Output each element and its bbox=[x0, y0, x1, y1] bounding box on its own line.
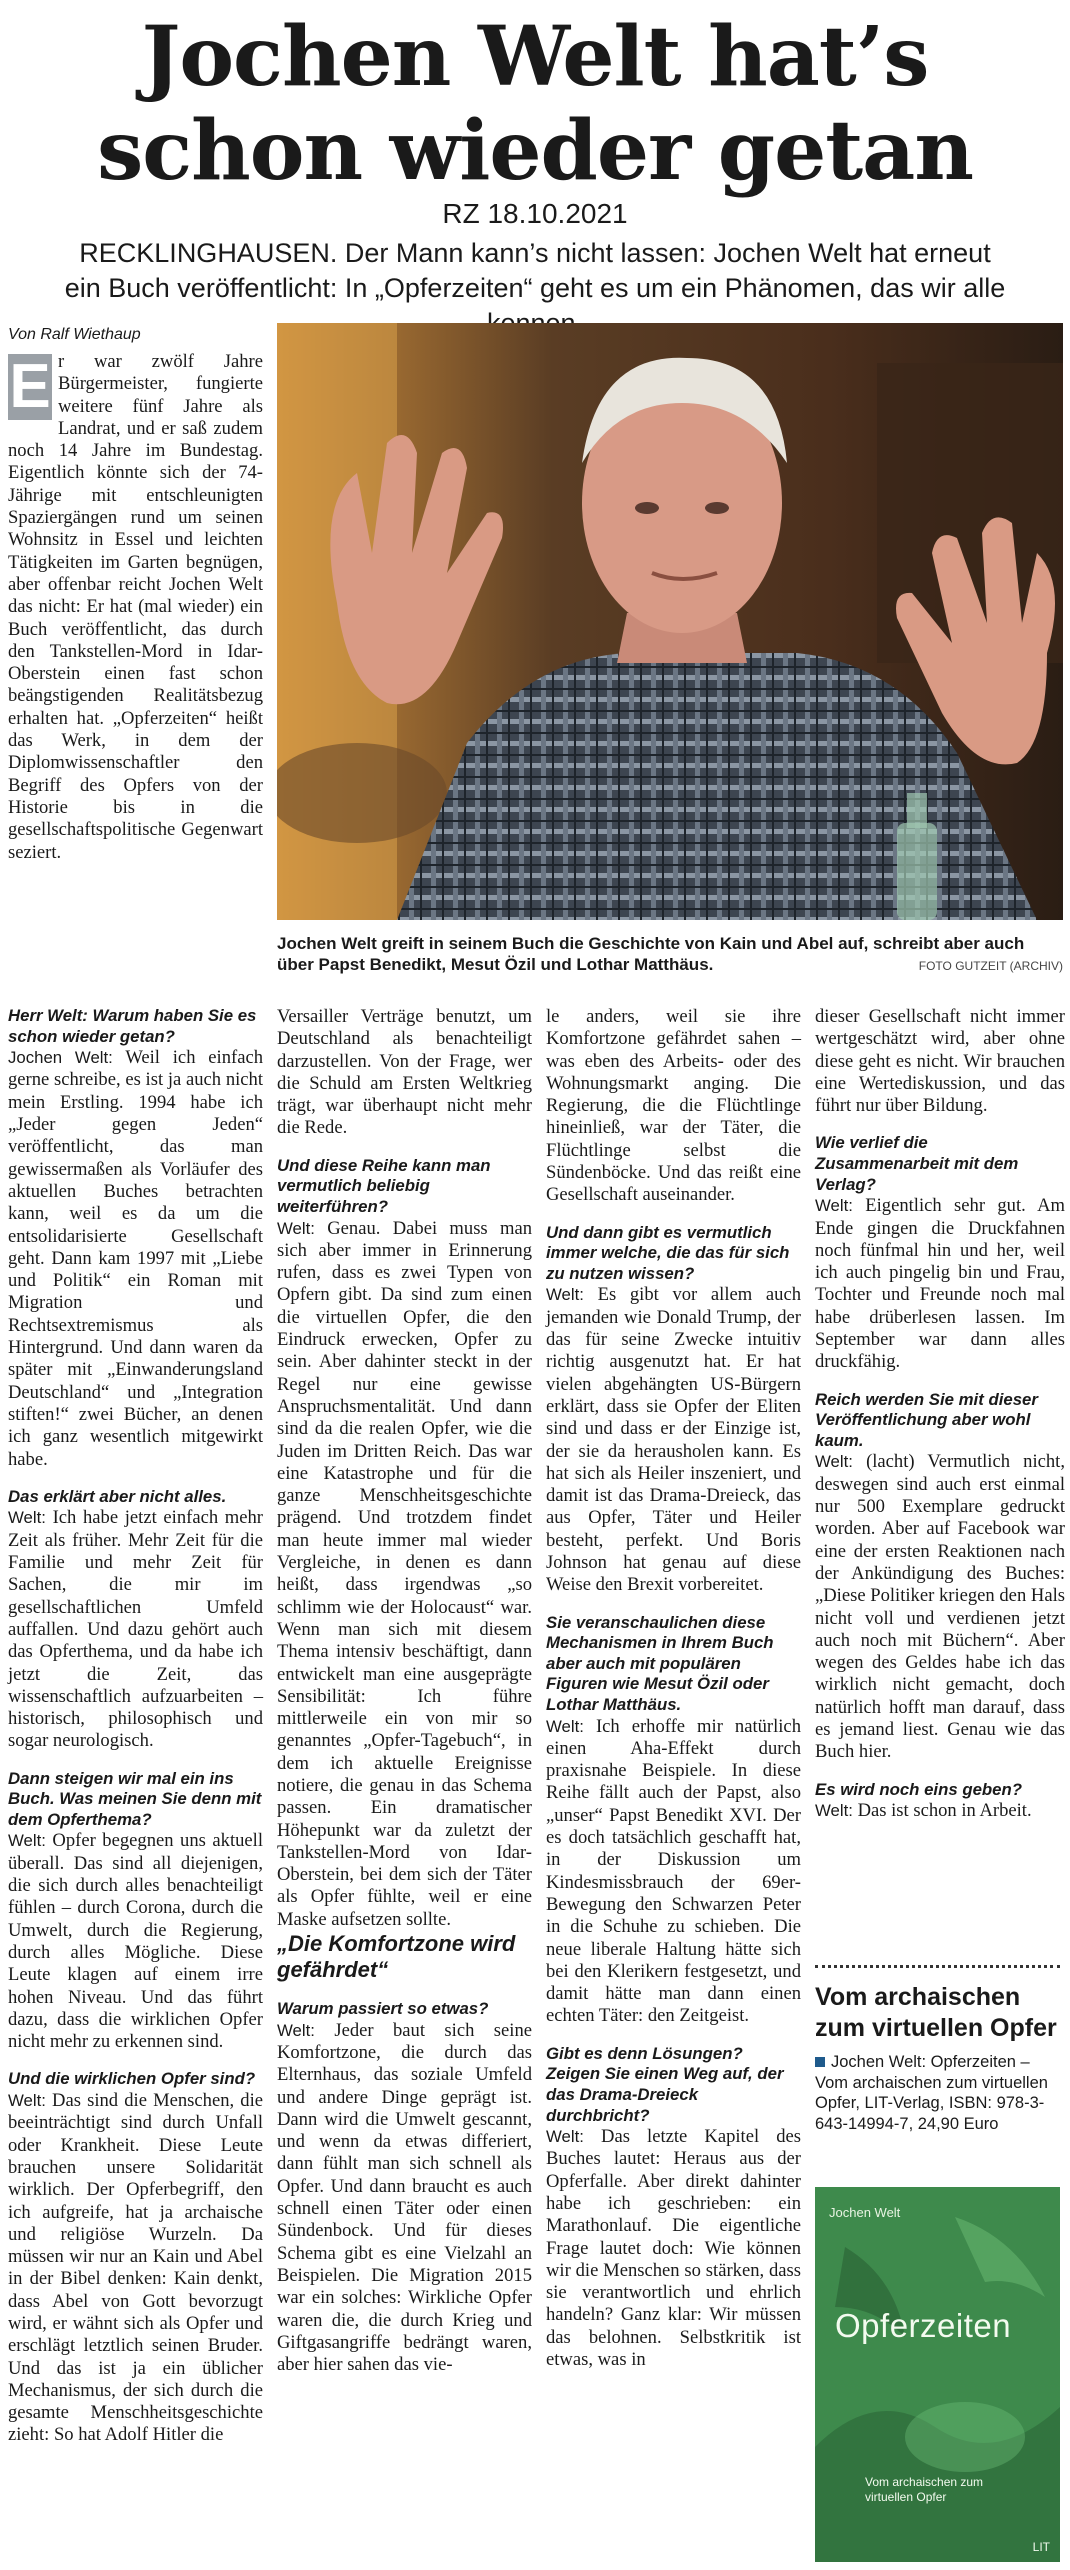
interview-answer bbox=[8, 2090, 263, 2447]
speaker-label: Welt: bbox=[277, 1218, 315, 1238]
interview-question: Und die wirklichen Opfer sind? bbox=[8, 2069, 256, 2089]
info-divider bbox=[815, 1965, 1060, 1968]
book-cover-author: Jochen Welt bbox=[829, 2205, 901, 2220]
answer-text: Opfer begegnen uns aktuell überall. Das sind all diejenigen, die sich durch alles benachteiligt fühlen – durch Corona, durch die Umwelt, durch die Regierung, durch alles Mögliche. Diese Leute klagen auf einem irre hohen Niveau. Und das führt dazu, dass die wirklichen Opfer nicht mehr zu erkennen sind. bbox=[8, 1830, 263, 2053]
interview-question: Reich werden Sie mit dieser Veröffentlichung aber wohl kaum. bbox=[815, 1389, 1038, 1450]
answer-text: dieser Gesellschaft nicht immer wertgeschätzt wird, aber ohne diese geht es nicht. Wir brauchen eine Wertediskussion, und das führt nur über Bildung. bbox=[815, 1006, 1065, 1117]
interview-question: Und dann gibt es vermutlich immer welche, die das für sich zu nutzen wissen? bbox=[546, 1222, 790, 1283]
headline bbox=[0, 10, 1070, 198]
speaker-label: Welt: bbox=[8, 1831, 46, 1851]
speaker-label: Welt: bbox=[815, 1801, 853, 1821]
speaker-label: Welt: bbox=[277, 2020, 315, 2040]
answer-text: Das letzte Kapitel des Buches lautet: Heraus aus der Opferfalle. Aber direkt dahinter habe ich geschrieben: ein Marathonlauf. Die eigentliche Frage lautet doch: Wie können wir die Menschen so stärken, dass sie verantwortlich und ehrlich handeln? Ganz klar: Wir müssen das belohnen. Selbstkritik ist etwas, was in bbox=[546, 2126, 801, 2371]
interview-question: Wie verlief die Zusammenarbeit mit dem Verlag? bbox=[815, 1133, 1019, 1194]
speaker-label: Welt: bbox=[815, 1452, 853, 1472]
interview-answer bbox=[277, 2020, 532, 2377]
book-cover-title: Opferzeiten bbox=[835, 2307, 1012, 2344]
portrait-photo bbox=[277, 323, 1063, 920]
interview-answer bbox=[8, 1047, 263, 1471]
photo-credit: FOTO GUTZEIT (ARCHIV) bbox=[918, 959, 1063, 973]
interview-question: Herr Welt: Warum haben Sie es schon wieder getan? bbox=[8, 1006, 257, 1046]
info-box-title: Vom archaischen zum virtuellen Opfer bbox=[815, 1983, 1057, 2042]
interview-question: Das erklärt aber nicht alles. bbox=[8, 1486, 227, 1506]
headline-line-2: schon wieder getan bbox=[97, 103, 973, 199]
book-cover bbox=[815, 2187, 1060, 2562]
byline: Von Ralf Wiethaup bbox=[8, 326, 141, 343]
lead-column bbox=[8, 325, 263, 864]
answer-text: Versailler Verträge benutzt, um Deutschland als benachteiligt darzustellen. Von der Frage, wer die Schuld am Ersten Weltkrieg trägt, war überhaupt nicht mehr die Rede. bbox=[277, 1006, 532, 1139]
info-box-body bbox=[815, 2052, 1065, 2134]
interview-answer bbox=[8, 1507, 263, 1752]
speaker-label: Welt: bbox=[546, 1285, 584, 1305]
interview-question: Warum passiert so etwas? bbox=[277, 1999, 489, 2019]
answer-text: le anders, weil sie ihre Komfortzone gefährdet sahen – was eben des Arbeits- oder des Wohnungsmarkt anging. Die Regierung, die die Flüchtlinge hineinließ, war der Täter, die Flüchtlinge selbst die Sündenböcke. Und das reißt eine Gesellschaft auseinander. bbox=[546, 1006, 801, 1206]
speaker-label: Welt: bbox=[546, 2127, 584, 2147]
answer-text: Weil ich einfach gerne schreibe, es ist ja auch nicht mein Erstling. 1994 habe ich „Jeder gegen Jeden“ veröffentlicht, das man gewissermaßen als Vorläufer des aktuellen Buches betrachten kann, weil es da um die entsolidarisierte Gesellschaft geht. Dann kam 1997 mit „Liebe und Politik“ ein Roman mit Migration und Rechtsextremismus als Hintergrund. Und dann waren da später mit „Einwanderungsland Deutschland“ und „Integration stiften!“ zwei Bücher, an denen ich ganz wesentlich mitgewirkt habe. bbox=[8, 1047, 263, 1470]
lead-text: r war zwölf Jahre Bürgermeister, fungierte weitere fünf Jahre als Landrat, und er saß zudem noch 14 Jahre im Bundestag. Eigentlich könnte sich der 74-Jährige mit entschleunigten Spaziergängen rund um seinen Wohnsitz in Essel und leichten Tätigkeiten im Garten begnügen, aber offenbar reicht Jochen Welt das nicht: Er hat (mal wieder) ein Buch veröffentlicht, das durch den Tankstellen-Mord in Idar-Oberstein einen fast schon beängstigenden Realitätsbezug erhalten hat. „Opferzeiten“ heißt das Werk, in dem der Diplomwissenschaftler den Begriff des Opfers von der Historie bis in die gesellschaftspolitische Gegenwart seziert. bbox=[8, 351, 263, 863]
answer-text: Genau. Dabei muss man sich aber immer in Erinnerung rufen, dass es zwei Typen von Opfern gibt. Da sind zum einen die virtuellen Opfer, die den Eindruck erwecken, Opfer zu sein. Aber dahinter steckt in der Regel nur eine gewisse Anspruchsmentalität. Und dann sind da die realen Opfer, wie die Juden im Dritten Reich. Das war eine Katastrophe und für die ganze Menschheitsgeschichte prägend. Und trotzdem findet man heute immer mal wieder Vergleiche, in denen es dann heißt, dass irgendwas „so schlimm wie der Holocaust“ war. Wenn man sich mit diesem Thema intensiv beschäftigt, dann entwickelt man eine ausgeprägte Sensibilität: Ich führe mittlerweile ein von mir so genanntes „Opfer-Tagebuch“, in dem ich aktuelle Ereignisse notiere, die genau in das Schema passen. Ein dramatischer Höhepunkt war da zuletzt der Tankstellen-Mord von Idar-Oberstein, bei dem sich der Täter als Opfer fühlte, weil er eine Maske aufsetzen sollte. bbox=[277, 1217, 532, 1930]
pull-quote-heading: „Die Komfortzone wird gefährdet“ bbox=[277, 1931, 516, 1983]
interview-answer bbox=[815, 1800, 1065, 1822]
interview-question: Dann steigen wir mal ein ins Buch. Was meinen Sie denn mit dem Opferthema? bbox=[8, 1768, 262, 1829]
answer-text: (lacht) Vermutlich nicht, deswegen sind auch erst einmal nur 500 Exemplare gedruckt worden. Aber auf Facebook war eine der ersten Reaktionen nach der Ankündigung des Buches: „Diese Politiker kriegen den Hals nicht voll und verdienen jetzt auch noch mit Büchern“. Aber wegen des Geldes habe ich das wirklich nicht gemacht, doch natürlich hofft man darauf, dass es jemand liest. Genau wie das Buch hier. bbox=[815, 1451, 1065, 1763]
drop-cap: E bbox=[9, 352, 51, 421]
speaker-label: Welt: bbox=[815, 1196, 853, 1216]
info-box-text: Jochen Welt: Opferzeiten – Vom archaischen zum virtuellen Opfer, LIT-Verlag, ISBN: 978-3-643-14994-7, 24,90 Euro bbox=[815, 2053, 1048, 2133]
speaker-label: Welt: bbox=[8, 2091, 46, 2111]
interview-column-2 bbox=[277, 1006, 532, 2376]
bullet-square-icon bbox=[815, 2057, 825, 2067]
interview-question: Und diese Reihe kann man vermutlich beliebig weiterführen? bbox=[277, 1155, 491, 1216]
answer-text: Eigentlich sehr gut. Am Ende gingen die Druckfahnen noch fünfmal hin und her, weil ich auch pingelig bin und Frau, Tochter und Freunde noch mal habe drüberlesen lassen. Im September war dann alles druckfähig. bbox=[815, 1195, 1065, 1373]
answer-text: Das sind die Menschen, die beeinträchtigt sind durch Unfall oder Krankheit. Diese Leute brauchen unsere Solidarität wirklich. Der Opferbegriff, den ich aufgreife, hat ja archaische und religiöse Wurzeln. Da müssen wir nur an Kain und Abel in der Bibel denken: Kain denkt, dass Abel von Gott bevorzugt wird, er wähnt sich als Opfer und erschlägt letztlich seinen Bruder. Und das ist ja ein üblicher Mechanismus, der sich durch die gesamte Menschheitsgeschichte zieht: So hat Adolf Hitler die bbox=[8, 2090, 263, 2446]
headline-line-1: Jochen Welt hat’s bbox=[141, 9, 929, 105]
teaser: RECKLINGHAUSEN. Der Mann kann’s nicht lassen: Jochen Welt hat erneut ein Buch veröffentlicht: In „Opferzeiten“ geht es um ein Phänomen, das wir alle bbox=[64, 238, 1006, 303]
book-cover-subtitle: Vom archaischen zum virtuellen Opfer bbox=[865, 2475, 984, 2504]
interview-answer bbox=[815, 1195, 1065, 1373]
answer-text: Ich habe jetzt einfach mehr Zeit als früher. Mehr Zeit für die Familie und mehr Zeit für Sachen, die mir im gesellschaftlichen Umfeld auffallen. Und dazu gehört auch das Opferthema, und da habe ich jetzt die Zeit, das wissenschaftlich aufzuarbeiten – historisch, philosophisch und sogar neurologisch. bbox=[8, 1507, 263, 1752]
interview-answer bbox=[277, 1218, 532, 1932]
answer-text: Ich erhoffe mir natürlich einen Aha-Effekt durch praxisnahe Beispiele. In diese Reihe fällt auch der Papst, also „unser“ Papst Benedikt XVI. Der es doch tatsächlich geschafft hat, in der Diskussion um Kindesmissbrauch der 69er-Bewegung den Schwarzen Peter in die Schuhe zu schieben. Die neue liberale Haltung hätte sich bei den Klerikern festgesetzt, und damit hätte man dann einen echten Täter: den Zeitgeist. bbox=[546, 1715, 801, 2027]
speaker-label: Welt: bbox=[546, 1716, 584, 1736]
answer-text: Es gibt vor allem auch jemanden wie Donald Trump, der das für seine Zwecke intuitiv richtig ausgenutzt hat. Er hat vielen abgehängten US-Bürgern erklärt, dass sie Opfer der Eliten sind und dass er der Einzige ist, der sie da herausholen kann. Es hat sich als Heiler inszeniert, und damit ist das Drama-Dreieck, das aus Opfer, Täter und Heiler besteht, perfekt. Und Boris Johnson hat genau auf diese Weise den Brexit vorbereitet. bbox=[546, 1284, 801, 1596]
interview-column-1 bbox=[8, 1006, 263, 2447]
interview-question: Es wird noch eins geben? bbox=[815, 1779, 1023, 1799]
interview-answer bbox=[815, 1451, 1065, 1763]
photo-caption: Jochen Welt greift in seinem Buch die Geschichte von Kain und Abel auf, schreibt aber auch über Papst Benedikt, Mesut Özil und Lothar Matthäus. bbox=[277, 934, 1025, 974]
portrait-photo-illustration bbox=[277, 323, 1063, 920]
interview-answer bbox=[546, 1284, 801, 1596]
interview-answer bbox=[546, 1716, 801, 2028]
interview-question: Sie veranschaulichen diese Mechanismen in Ihrem Buch aber auch mit populären Figuren wie Mesut Özil oder Lothar Matthäus. bbox=[546, 1612, 774, 1714]
answer-text: Das ist schon in Arbeit. bbox=[852, 1800, 1032, 1822]
interview-question: Gibt es denn Lösungen? Zeigen Sie einen Weg auf, der das Drama-Dreieck durchbricht? bbox=[546, 2043, 784, 2125]
lead-paragraph bbox=[8, 351, 263, 864]
speaker-label: Jochen Welt: bbox=[8, 1048, 113, 1068]
interview-answer bbox=[546, 1006, 801, 1207]
interview-column-4 bbox=[815, 1006, 1065, 1822]
interview-answer bbox=[815, 1006, 1065, 1117]
book-cover-artwork bbox=[815, 2187, 1060, 2562]
interview-answer bbox=[277, 1006, 532, 1140]
answer-text: Jeder baut sich seine Komfortzone, die durch das Elternhaus, das soziale Umfeld und andere Dinge geprägt ist. Dann wird die Umwelt gescannt, und wenn da etwas differiert, dann fühlt man sich schnell als Opfer. Und dann braucht es auch schnell einen Täter oder einen Sündenbock. Und für dieses Schema gibt es eine Vielzahl an Beispielen. Die Migration 2015 war ein solches: Wirkliche Opfer waren die, die durch Krieg und Giftgasangriffe bedrängt waren, aber hier sahen das vie- bbox=[277, 2019, 532, 2376]
speaker-label: Welt: bbox=[8, 1508, 46, 1528]
interview-answer bbox=[8, 1830, 263, 2053]
interview-column-3 bbox=[546, 1006, 801, 2371]
interview-answer bbox=[546, 2126, 801, 2371]
book-cover-publisher: LIT bbox=[1032, 2540, 1050, 2554]
dateline: RZ 18.10.2021 bbox=[442, 198, 628, 229]
